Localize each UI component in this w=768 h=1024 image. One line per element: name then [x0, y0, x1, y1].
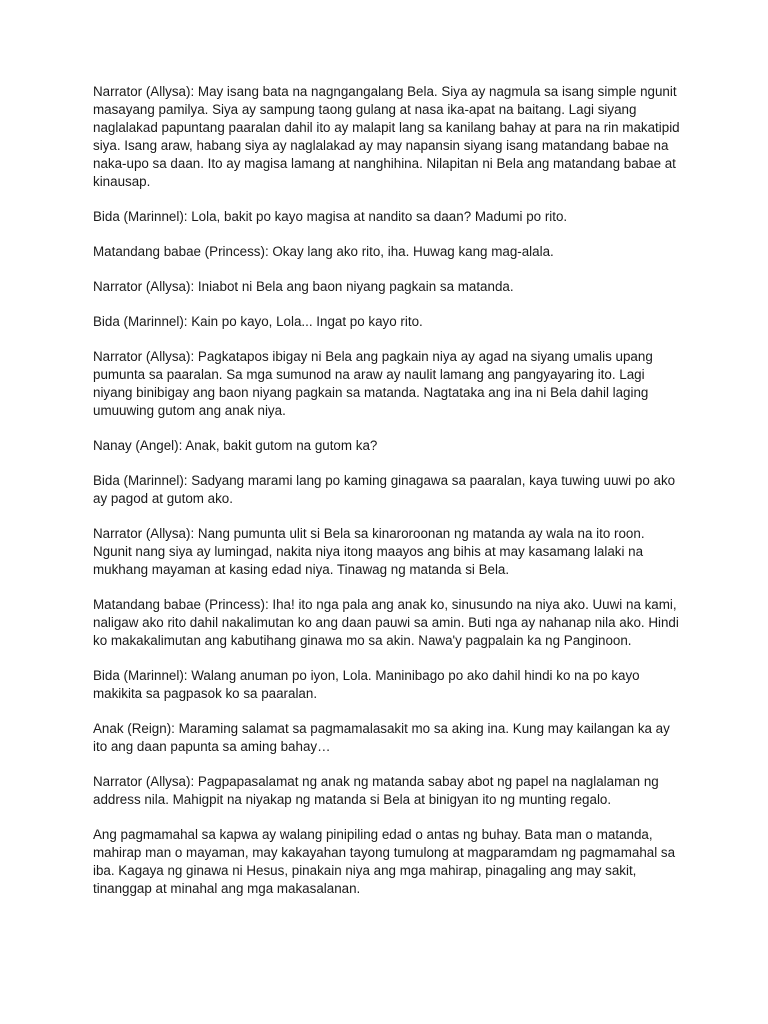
paragraph-nanay: Nanay (Angel): Anak, bakit gutom na gutom ka?: [93, 438, 378, 453]
paragraph-anak: Anak (Reign): Maraming salamat sa pagmamalasakit mo sa aking ina. Kung may kailangan ka ay ito ang daan papunta sa aming bahay…: [93, 721, 670, 754]
paragraph-moral: Ang pagmamahal sa kapwa ay walang pinipiling edad o antas ng buhay. Bata man o matanda, mahirap man o mayaman, may kakayahan tayong tumulong at magparamdam ng pagmamahal sa iba. Kagaya ng ginawa ni Hesus, pinakain niya ang mga mahirap, pinagaling ang may sakit, tinanggap at minahal ang mga makasalanan.: [93, 827, 676, 896]
paragraph-narrator-5: Narrator (Allysa): Pagpapasalamat ng anak ng matanda sabay abot ng papel na naglalaman ng address nila. Mahigpit na niyakap ng matanda si Bela at binigyan ito ng munting regalo.: [93, 774, 659, 807]
paragraph-matandang-babae-1: Matandang babae (Princess): Okay lang ako rito, iha. Huwag kang mag-alala.: [93, 244, 554, 259]
paragraph-narrator-intro: Narrator (Allysa): May isang bata na nagngangalang Bela. Siya ay nagmula sa isang simple ngunit masayang pamilya. Siya ay sampung taong gulang at nasa ika-apat na baitang. Lagi siyang naglalakad papuntang paaralan dahil ito ay malapit lang sa kanilang bahay at para na rin makatipid siya. Isang araw, habang siya ay naglalakad ay may napansin siyang isang matandang babae na naka-upo sa daan. Ito ay magisa lamang at nanghihina. Nilapitan ni Bela ang matandang babae at kinausap.: [93, 84, 680, 189]
document-body: [93, 83, 681, 915]
paragraph-bida-4: Bida (Marinnel): Walang anuman po iyon, Lola. Maninibago po ako dahil hindi ko na po kayo makikita sa pagpasok ko sa paaralan.: [93, 668, 640, 701]
paragraph-bida-1: Bida (Marinnel): Lola, bakit po kayo magisa at nandito sa daan? Madumi po rito.: [93, 209, 568, 224]
paragraph-narrator-2: Narrator (Allysa): Iniabot ni Bela ang baon niyang pagkain sa matanda.: [93, 279, 514, 294]
paragraph-bida-2: Bida (Marinnel): Kain po kayo, Lola... Ingat po kayo rito.: [93, 314, 423, 329]
paragraph-bida-3: Bida (Marinnel): Sadyang marami lang po kaming ginagawa sa paaralan, kaya tuwing uuwi po ako ay pagod at gutom ako.: [93, 473, 676, 506]
paragraph-narrator-3: Narrator (Allysa): Pagkatapos ibigay ni Bela ang pagkain niya ay agad na siyang umalis upang pumunta sa paaralan. Sa mga sumunod na araw ay naulit lamang ang pangyayaring ito. Lagi niyang binibigay ang baon niyang pagkain sa matanda. Nagtataka ang ina ni Bela dahil laging umuuwing gutom ang anak niya.: [93, 349, 653, 418]
paragraph-narrator-4: Narrator (Allysa): Nang pumunta ulit si Bela sa kinaroroonan ng matanda ay wala na ito roon. Ngunit nang siya ay lumingad, nakita niya itong maayos ang bihis at may kasamang lalaki na mukhang mayaman at kasing edad niya. Tinawag ng matanda si Bela.: [93, 526, 645, 577]
paragraph-matandang-babae-2: Matandang babae (Princess): Iha! ito nga pala ang anak ko, sinusundo na niya ako. Uuwi na kami, naligaw ako rito dahil nakalimutan ko ang daan pauwi sa amin. Buti nga ay nahanap nila ako. Hindi ko makakalimutan ang kabutihang ginawa mo sa akin. Nawa'y pagpalain ka ng Panginoon.: [93, 597, 679, 648]
